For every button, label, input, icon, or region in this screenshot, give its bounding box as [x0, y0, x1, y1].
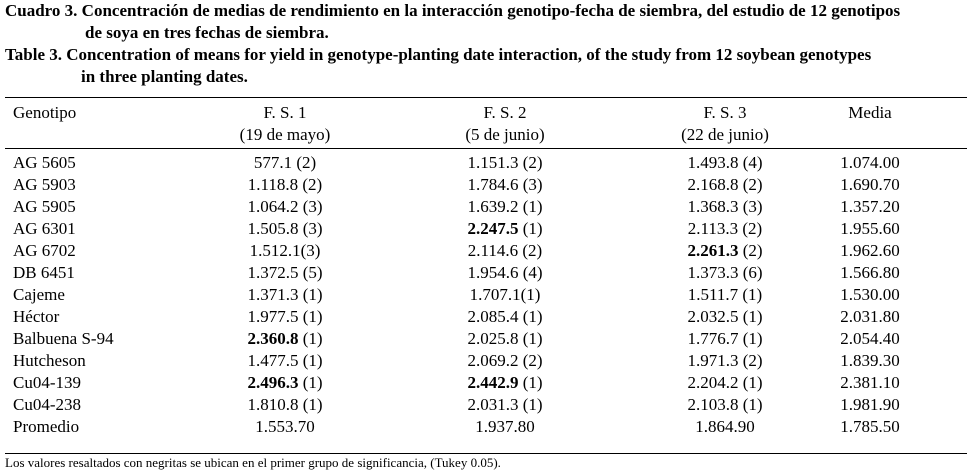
cell-fs1 — [185, 372, 385, 394]
cell-fs3-value: 2.113.3 — [687, 219, 739, 238]
cell-fs2-group: (1) — [518, 395, 543, 414]
cell-fs3-group: (1) — [738, 373, 763, 392]
cell-fs1-value: 1.810.8 — [247, 395, 299, 414]
cell-fs3-group: (6) — [738, 263, 763, 282]
cell-media: 1.839.30 — [840, 351, 900, 370]
cell-fs1 — [185, 284, 385, 306]
cell-media: 1.955.60 — [840, 219, 900, 238]
cell-genotipo: Cu04-238 — [13, 395, 81, 414]
cell-genotipo: Balbuena S-94 — [13, 329, 114, 348]
cell-fs2 — [405, 350, 605, 372]
cell-fs2-group: (1) — [518, 329, 543, 348]
cell-media: 1.357.20 — [840, 197, 900, 216]
header-genotipo — [13, 102, 76, 124]
cell-fs2-value: 1.151.3 — [467, 153, 519, 172]
cell-fs2-group: (1) — [518, 373, 543, 392]
cell-fs1-group: (3) — [298, 219, 323, 238]
cell-genotipo: Cajeme — [13, 285, 65, 304]
table-row — [5, 350, 967, 372]
cell-fs2 — [405, 328, 605, 350]
caption-en-line2: in three planting dates. — [81, 67, 248, 86]
cell-fs3-value: 1.368.3 — [687, 197, 739, 216]
cell-fs2-value-bold: 2.247.5 — [467, 219, 519, 238]
cell-fs3-value: 2.204.2 — [687, 373, 739, 392]
cell-fs1-value: 1.118.8 — [247, 175, 299, 194]
cell-genotipo: DB 6451 — [13, 263, 75, 282]
cell-media: 2.031.80 — [840, 307, 900, 326]
cell-fs2-group: (1) — [518, 197, 543, 216]
cell-fs1-group: (3) — [300, 241, 321, 260]
cell-genotipo: AG 6702 — [13, 241, 76, 260]
header-media-label: Media — [848, 103, 892, 122]
cell-fs3-group: (2) — [738, 175, 763, 194]
cell-fs2-value: 1.639.2 — [467, 197, 519, 216]
cell-fs2 — [405, 152, 605, 174]
table-caption — [5, 0, 967, 88]
cell-fs2-value: 2.025.8 — [467, 329, 519, 348]
cell-fs3-value: 2.168.8 — [687, 175, 739, 194]
caption-english — [5, 44, 967, 88]
cell-fs3-value: 1.511.7 — [687, 285, 739, 304]
cell-fs2-value: 1.954.6 — [467, 263, 519, 282]
table-row — [5, 196, 967, 218]
cell-fs3-group: (1) — [738, 395, 763, 414]
cell-fs1-group: (3) — [298, 197, 323, 216]
caption-en-line1: Table 3. Concentration of means for yield in genotype-planting date interaction, of the study from 12 soybean genotypes — [5, 45, 872, 64]
cell-fs1-group: (1) — [298, 329, 323, 348]
cell-genotipo: AG 6301 — [13, 219, 76, 238]
cell-fs3-value: 2.032.5 — [687, 307, 739, 326]
cell-media: 1.530.00 — [840, 285, 900, 304]
cell-fs2-value-bold: 2.442.9 — [467, 373, 519, 392]
cell-fs3-group: (1) — [738, 285, 763, 304]
header-fs2 — [405, 102, 605, 146]
cell-fs1-value: 1.505.8 — [247, 219, 299, 238]
cell-fs2-value: 2.114.6 — [467, 241, 519, 260]
header-genotipo-label: Genotipo — [13, 103, 77, 122]
cell-fs1 — [185, 350, 385, 372]
header-fs1-label: F. S. 1 — [263, 103, 307, 122]
header-fs2-date: (5 de junio) — [465, 125, 545, 144]
cell-fs2-value: 1.784.6 — [467, 175, 519, 194]
cell-fs1-group: (5) — [298, 263, 323, 282]
cell-fs2 — [405, 240, 605, 262]
cell-fs2-value: 1.937.80 — [475, 417, 535, 436]
cell-genotipo: Héctor — [13, 307, 60, 326]
cell-fs2-group: (1) — [518, 219, 543, 238]
cell-fs1 — [185, 196, 385, 218]
cell-fs2-group: (1) — [520, 285, 541, 304]
cell-fs2-value: 2.069.2 — [467, 351, 519, 370]
cell-fs1-group: (2) — [298, 175, 323, 194]
cell-genotipo: AG 5903 — [13, 175, 76, 194]
cell-fs3-value: 1.373.3 — [687, 263, 739, 282]
table-row — [5, 152, 967, 174]
cell-fs3-value: 1.971.3 — [687, 351, 739, 370]
cell-fs1-group: (2) — [292, 153, 317, 172]
caption-es-line1: Cuadro 3. Concentración de medias de rendimiento en la interacción genotipo-fecha de siembra, del estudio de 12 genotipos — [5, 1, 901, 20]
cell-fs2-group: (2) — [518, 241, 543, 260]
cell-fs1 — [185, 306, 385, 328]
table-row — [5, 218, 967, 240]
cell-genotipo: Promedio — [13, 417, 80, 436]
cell-fs2 — [405, 416, 605, 438]
cell-fs1-value-bold: 2.360.8 — [247, 329, 299, 348]
cell-fs1-value: 1.064.2 — [247, 197, 299, 216]
cell-fs1-group: (1) — [298, 351, 323, 370]
cell-fs1-value: 1.371.3 — [247, 285, 299, 304]
cell-fs2-group: (4) — [518, 263, 543, 282]
cell-fs2 — [405, 196, 605, 218]
table-body — [5, 152, 967, 438]
table-row — [5, 372, 967, 394]
caption-spanish — [5, 0, 967, 44]
cell-media: 1.962.60 — [840, 241, 900, 260]
cell-fs2 — [405, 218, 605, 240]
cell-media: 1.785.50 — [840, 417, 900, 436]
cell-fs1 — [185, 394, 385, 416]
cell-fs3-group: (3) — [738, 197, 763, 216]
cell-fs1-value: 1.512.1 — [249, 241, 301, 260]
cell-fs3-group: (2) — [738, 241, 763, 260]
cell-genotipo: AG 5605 — [13, 153, 76, 172]
cell-fs1-group: (1) — [298, 307, 323, 326]
cell-media: 1.566.80 — [840, 263, 900, 282]
header-media — [795, 102, 945, 124]
cell-fs1-group: (1) — [298, 373, 323, 392]
cell-fs2 — [405, 372, 605, 394]
table-top-rule — [5, 97, 967, 98]
cell-fs3-value-bold: 2.261.3 — [687, 241, 739, 260]
cell-fs1-value: 1.477.5 — [247, 351, 299, 370]
cell-fs2-group: (2) — [518, 153, 543, 172]
cell-genotipo: Cu04-139 — [13, 373, 81, 392]
cell-fs3-group: (2) — [738, 219, 763, 238]
cell-fs1-value-bold: 2.496.3 — [247, 373, 299, 392]
cell-fs2 — [405, 174, 605, 196]
cell-fs1 — [185, 416, 385, 438]
cell-media: 1.074.00 — [840, 153, 900, 172]
header-fs3-date: (22 de junio) — [681, 125, 769, 144]
cell-fs3-group: (1) — [738, 307, 763, 326]
table-row-average — [5, 416, 967, 438]
cell-fs2-value: 2.085.4 — [467, 307, 519, 326]
table-row — [5, 284, 967, 306]
cell-fs1-group: (1) — [298, 285, 323, 304]
cell-fs3-value: 1.776.7 — [687, 329, 739, 348]
cell-fs1-value: 577.1 — [253, 153, 293, 172]
cell-fs1 — [185, 328, 385, 350]
cell-fs1-group: (1) — [298, 395, 323, 414]
table-header — [5, 102, 967, 146]
table-row — [5, 240, 967, 262]
table-row — [5, 306, 967, 328]
cell-fs1 — [185, 152, 385, 174]
table-row — [5, 328, 967, 350]
cell-media: 1.690.70 — [840, 175, 900, 194]
cell-genotipo: AG 5905 — [13, 197, 76, 216]
cell-genotipo: Hutcheson — [13, 351, 86, 370]
header-fs2-label: F. S. 2 — [483, 103, 527, 122]
cell-fs1 — [185, 240, 385, 262]
cell-fs1-value: 1.977.5 — [247, 307, 299, 326]
cell-fs3-value: 1.864.90 — [695, 417, 755, 436]
cell-fs1-value: 1.553.70 — [255, 417, 315, 436]
cell-fs1 — [185, 174, 385, 196]
cell-fs2 — [405, 262, 605, 284]
table-row — [5, 394, 967, 416]
cell-fs3-value: 2.103.8 — [687, 395, 739, 414]
cell-fs1-value: 1.372.5 — [247, 263, 299, 282]
cell-fs1 — [185, 262, 385, 284]
cell-fs2 — [405, 284, 605, 306]
cell-media: 2.054.40 — [840, 329, 900, 348]
table-footnote: Los valores resaltados con negritas se ubican en el primer grupo de significancia, (Tukey 0.05). — [5, 455, 501, 470]
header-fs1 — [185, 102, 385, 146]
cell-fs2-group: (3) — [518, 175, 543, 194]
header-fs1-date: (19 de mayo) — [239, 125, 331, 144]
cell-fs2 — [405, 394, 605, 416]
cell-media: 2.381.10 — [840, 373, 900, 392]
cell-media: 1.981.90 — [840, 395, 900, 414]
cell-fs2-value: 1.707.1 — [469, 285, 521, 304]
cell-fs2-group: (1) — [518, 307, 543, 326]
cell-fs3-group: (1) — [738, 329, 763, 348]
table-row — [5, 262, 967, 284]
caption-es-line2: de soya en tres fechas de siembra. — [85, 23, 329, 42]
cell-fs2-value: 2.031.3 — [467, 395, 519, 414]
table-header-rule — [5, 148, 967, 149]
table-bottom-rule — [5, 453, 967, 454]
header-fs3-label: F. S. 3 — [703, 103, 747, 122]
cell-fs3-group: (4) — [738, 153, 763, 172]
cell-fs2-group: (2) — [518, 351, 543, 370]
table-row — [5, 174, 967, 196]
cell-fs3-value: 1.493.8 — [687, 153, 739, 172]
cell-fs3-group: (2) — [738, 351, 763, 370]
cell-fs2 — [405, 306, 605, 328]
cell-fs1 — [185, 218, 385, 240]
